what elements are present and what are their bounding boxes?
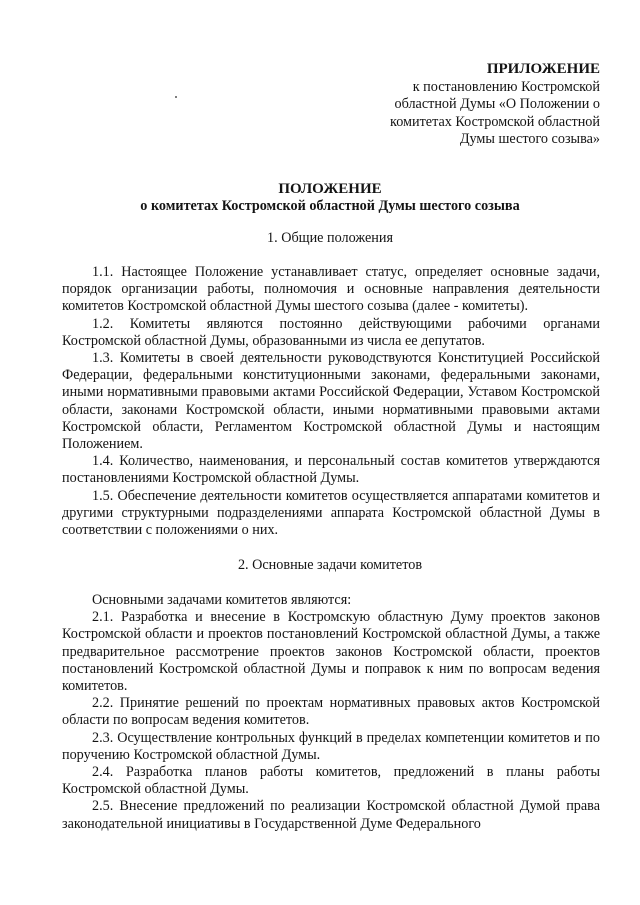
paragraph: 1.2. Комитеты являются постоянно действующими рабочими органами Костромской областной Думы, образованными из числа ее депутатов.: [62, 315, 600, 349]
appendix-line: комитетах Костромской областной: [390, 113, 600, 130]
appendix-line: к постановлению Костромской: [412, 79, 600, 96]
appendix-line: Думы шестого созыва»: [459, 130, 600, 147]
scan-speck: [175, 96, 177, 98]
section-1-title: 1. Общие положения: [267, 230, 393, 246]
section-2-body: [62, 592, 600, 833]
appendix-block: [300, 61, 600, 148]
paragraph: 2.1. Разработка и внесение в Костромскую областную Думу проектов законов Костромской области и проектов постановлений Костромской областной Думы, а также предварительное рассмотрение проектов законов Костромской области, проектов постановлений Костромской областной Думы и поправок к ним по вопросам ведения комитетов.: [62, 609, 600, 695]
paragraph: 1.1. Настоящее Положение устанавливает статус, определяет основные задачи, порядок организации работы, полномочия и основные направления деятельности комитетов Костромской областной Думы шестого созыва (далее - комитеты).: [62, 264, 600, 315]
paragraph: Основными задачами комитетов являются:: [92, 592, 352, 608]
paragraph: 1.3. Комитеты в своей деятельности руководствуются Конституцией Российской Федерации, федеральными конституционными законами, федеральными законами, иными нормативными правовыми актами Российской Федерации, Уставом Костромской области, законами Костромской области, иными нормативными правовыми актами Костромской области, Регламентом Костромской областной Думы и настоящим Положением.: [62, 350, 600, 453]
paragraph: 2.2. Принятие решений по проектам нормативных правовых актов Костромской области по вопросам ведения комитетов.: [62, 695, 600, 729]
section-2-title: 2. Основные задачи комитетов: [237, 557, 423, 573]
appendix-line: областной Думы «О Положении о: [394, 96, 600, 113]
appendix-heading: ПРИЛОЖЕНИЕ: [486, 61, 600, 77]
paragraph: 1.5. Обеспечение деятельности комитетов осуществляется аппаратами комитетов и другими структурными подразделениями аппарата Костромской областной Думы в соответствии с положениями о них.: [62, 487, 600, 539]
paragraph: 1.4. Количество, наименования, и персональный состав комитетов утверждаются постановлениями Костромской областной Думы.: [62, 453, 600, 487]
paragraph: 2.3. Осуществление контрольных функций в пределах компетенции комитетов и по поручению Костромской областной Думы.: [62, 729, 600, 763]
document-subtitle: о комитетах Костромской областной Думы шестого созыва: [140, 198, 520, 215]
paragraph: 2.4. Разработка планов работы комитетов, предложений в планы работы Костромской областной Думы.: [62, 764, 600, 798]
section-1-body: [62, 264, 600, 539]
paragraph: 2.5. Внесение предложений по реализации Костромской областной Думой права законодательной инициативы в Государственной Думе Федерального: [62, 798, 600, 832]
document-title: ПОЛОЖЕНИЕ: [278, 181, 382, 197]
document-title-block: [60, 181, 600, 215]
